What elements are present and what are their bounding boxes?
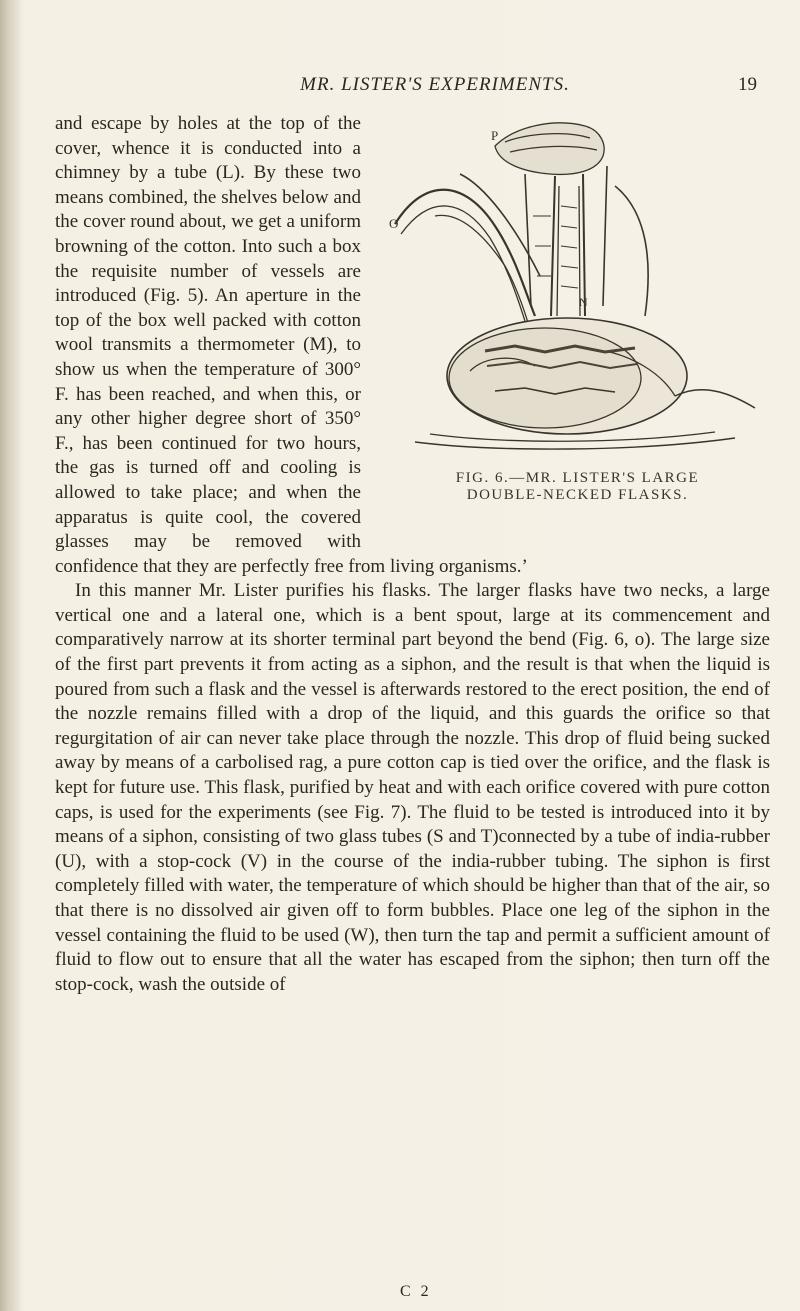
- figure-block: [375, 116, 780, 534]
- double-necked-flasks-drawing: [375, 116, 780, 466]
- paragraph-1: [55, 112, 770, 579]
- paragraph-2: In this manner Mr. Lister purifies his flasks. The larger flasks have two necks, a large vertical one and a lateral one, which is a bent spout, large at its commencement and comparatively narrow at its shorter terminal part beyond the bend (Fig. 6, o). The large size of the first part prevents it from acting as a siphon, and the result is that when the liquid is poured from such a flask and the vessel is afterwards restored to the erect position, the end of the nozzle remains filled with a drop of the liquid, and this guards the orifice so that regurgitation of air can never take place through the nozzle. This drop of fluid being sucked away by means of a carbolised rag, a pure cotton cap is tied over the orifice, and the flask is kept for future use. This flask, purified by heat and with each orifice covered with pure cotton caps, is used for the experiments (see Fig. 7). The fluid to be tested is introduced into it by means of a siphon, consisting of two glass tubes (S and T)connected by a tube of india-rubber (U), with a stop-cock (V) in the course of the india-rubber tubing. The siphon is first completely filled with water, the temperature of which should be higher than that of the air, so that there is no dissolved air given off to form bubbles. Place one leg of the siphon in the vessel containing the fluid to be used (W), then turn the tap and permit a sufficient amount of fluid to flow out to ensure that all the water has escaped from the siphon; then turn off the stop-cock, wash the outside of: [55, 580, 770, 995]
- signature-mark: C 2: [400, 1283, 432, 1300]
- flask-illustration: [375, 116, 780, 466]
- page-number: 19: [738, 74, 757, 95]
- figure-caption: [375, 470, 780, 504]
- running-title: MR. LISTER'S EXPERIMENTS.: [300, 74, 570, 95]
- page-binding-shadow: [0, 0, 22, 1311]
- caption-line-1: FIG. 6.—MR. LISTER'S LARGE: [455, 470, 700, 486]
- caption-line-2: DOUBLE-NECKED FLASKS.: [466, 487, 689, 503]
- body-text: [55, 112, 770, 997]
- figure-label-p: P: [491, 128, 499, 143]
- figure-label-n: N: [579, 295, 588, 309]
- paragraph-1-text: and escape by holes at the top of the cover, whence it is conducted into a chimney by a tube (L). By these two means combined, the shelves below and the cover round about, we get a uniform browning of the cotton. Into such a box the requisite number of vessels are introduced (Fig. 5). An aperture in the top of the box well packed with cotton wool transmits a thermometer (M), to show us when the temperature of 300° F. has been reached, and when this, or any other higher degree short of 350° F., has been continued for two hours, the gas is turned off and cooling is allowed to take place; and when the apparatus is quite cool, the covered glasses may be removed with confidence that they are perfectly free from living organisms.’: [55, 113, 528, 577]
- figure-label-o: O: [389, 216, 399, 231]
